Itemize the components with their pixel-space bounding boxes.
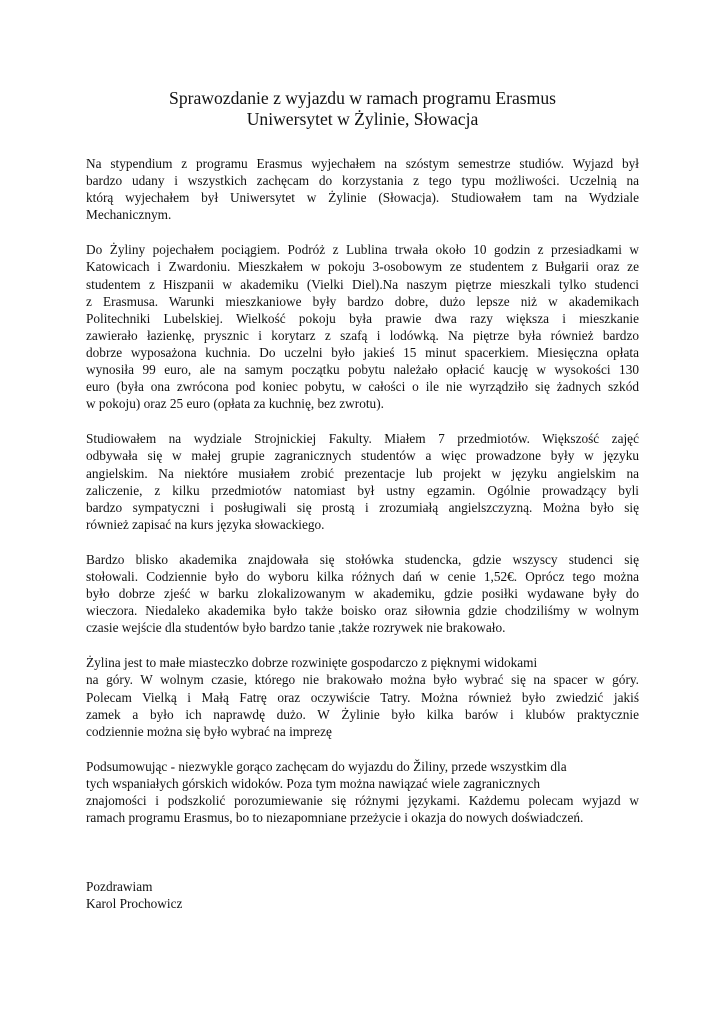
text-line: Katowicach i Zwardoniu. Mieszkałem w pokoju 3-osobowym ze studentem z Bułgarii oraz ze: [86, 259, 639, 275]
document-title: [86, 88, 639, 130]
paragraph-town: [86, 654, 639, 739]
paragraph-travel-accommodation: [86, 241, 639, 412]
paragraph-scholarship-intro: [86, 155, 639, 223]
paragraph-food-leisure: [86, 551, 639, 636]
text-line: Politechniki Lubelskiej. Wielkość pokoju była prawie dwa razy większa i mieszkanie: [86, 310, 639, 326]
text-line: bardzo udany i wszystkich zachęcam do korzystania z tego typu możliwości. Uczelnią na: [86, 173, 639, 189]
text-line: było dobrze zjeść w barku zlokalizowanym w akademiku, gdzie posiłki wydawane były do: [86, 586, 639, 602]
text-line: którą wyjechałem był Uniwersytet w Żylinie (Słowacja). Studiowałem tam na Wydziale: [86, 190, 639, 206]
text-line: Bardzo blisko akademika znajdowała się stołówka studencka, gdzie wszyscy studenci się: [86, 551, 639, 567]
text-line: Na stypendium z programu Erasmus wyjechałem na szóstym semestrze studiów. Wyjazd był: [86, 156, 639, 171]
text-line: wieczora. Niedaleko akademika było także boisko oraz siłownia gdzie chodziliśmy w wolnym: [86, 603, 639, 619]
text-line: zawierało łazienkę, prysznic i korytarz z szafą i lodówką. Na piętrze była również bardzo: [86, 327, 639, 343]
title-line-2: Uniwersytet w Żylinie, Słowacja: [246, 109, 479, 129]
text-line: czasie wejście dla studentów było bardzo tanie ,także rozrywek nie brakowało.: [86, 620, 506, 636]
text-line: Studiowałem na wydziale Strojnickiej Fakulty. Miałem 7 przedmiotów. Większość zajęć: [86, 431, 639, 447]
text-line: stołowali. Codziennie było do wyboru kilka różnych dań w cenie 1,52€. Oprócz tego można: [86, 568, 639, 584]
text-line: Polecam Vielką i Małą Fatrę oraz oczywiście Tatry. Można również było zwiedzić jakiś: [86, 689, 639, 705]
text-line: również zapisać na kurs języka słowackiego.: [86, 516, 325, 532]
text-line: Żylina jest to małe miasteczko dobrze rozwinięte gospodarczo z pięknymi widokami: [86, 655, 538, 671]
text-line: Mechanicznym.: [86, 207, 172, 223]
text-line: angielskim. Na niektóre musiałem zrobić prezentacje lub projekt w języku angielskim na: [86, 465, 639, 481]
text-line: zamek a było ich naprawdę dużo. W Żylinie było kilka barów i klubów praktycznie: [86, 706, 639, 722]
text-line: Podsumowując - niezwykle gorąco zachęcam do wyjazdu do Žiliny, przede wszystkim dla: [86, 758, 567, 774]
paragraph-summary: [86, 758, 639, 826]
text-line: znajomości i podszkolić porozumiewanie się różnymi językami. Każdemu polecam wyjazd w: [86, 793, 639, 808]
title-line-1: Sprawozdanie z wyjazdu w ramach programu Erasmus: [169, 88, 556, 108]
author-name: Karol Prochowicz: [86, 896, 183, 912]
signature-block: [86, 878, 639, 912]
text-line: na góry. W wolnym czasie, którego nie brakowało można było wybrać się na spacer w góry.: [86, 672, 639, 688]
text-line: odbywała się w małej grupie zagranicznych studentów a więc prowadzone były w języku: [86, 448, 639, 464]
closing-greeting: Pozdrawiam: [86, 879, 153, 895]
text-line: studentem z Hiszpanii w akademiku (Vielki Diel).Na naszym piętrze mieszkali tylko studenci: [86, 276, 639, 292]
text-line: bardzo sympatyczni i posługiwali się prostą i zrozumiałą angielszczyzną. Można było się: [86, 499, 639, 515]
text-line: w pokoju) oraz 25 euro (opłata za kuchnię, bez zwrotu).: [86, 396, 384, 412]
text-line: codziennie można się było wybrać na imprezę: [86, 723, 332, 739]
paragraph-studies: [86, 430, 639, 533]
text-line: dobrze wyposażona kuchnia. Do uczelni było jakieś 15 minut spacerkiem. Miesięczna opłata: [86, 344, 639, 360]
text-line: ramach programu Erasmus, bo to niezapomniane przeżycie i okazja do nowych doświadczeń.: [86, 810, 584, 826]
text-line: Do Żyliny pojechałem pociągiem. Podróż z Lublina trwała około 10 godzin z przesiadkami w: [86, 242, 639, 258]
text-line: zaliczenie, z kilku przedmiotów natomiast był ustny egzamin. Ogólnie prowadzący byli: [86, 482, 639, 498]
text-line: wynosiła 99 euro, ale na samym początku pobytu należało opłacić kaucję w wysokości 130: [86, 362, 639, 378]
text-line: tych wspaniałych górskich widoków. Poza tym można nawiązać wiele zagranicznych: [86, 775, 541, 791]
text-line: euro (była ona zwrócona pod koniec pobytu, w całości o ile nie wyrządziło się żadnych szkód: [86, 379, 639, 395]
text-line: z Erasmusa. Warunki mieszkaniowe były bardzo dobre, dużo lepsze niż w akademikach: [86, 293, 639, 309]
